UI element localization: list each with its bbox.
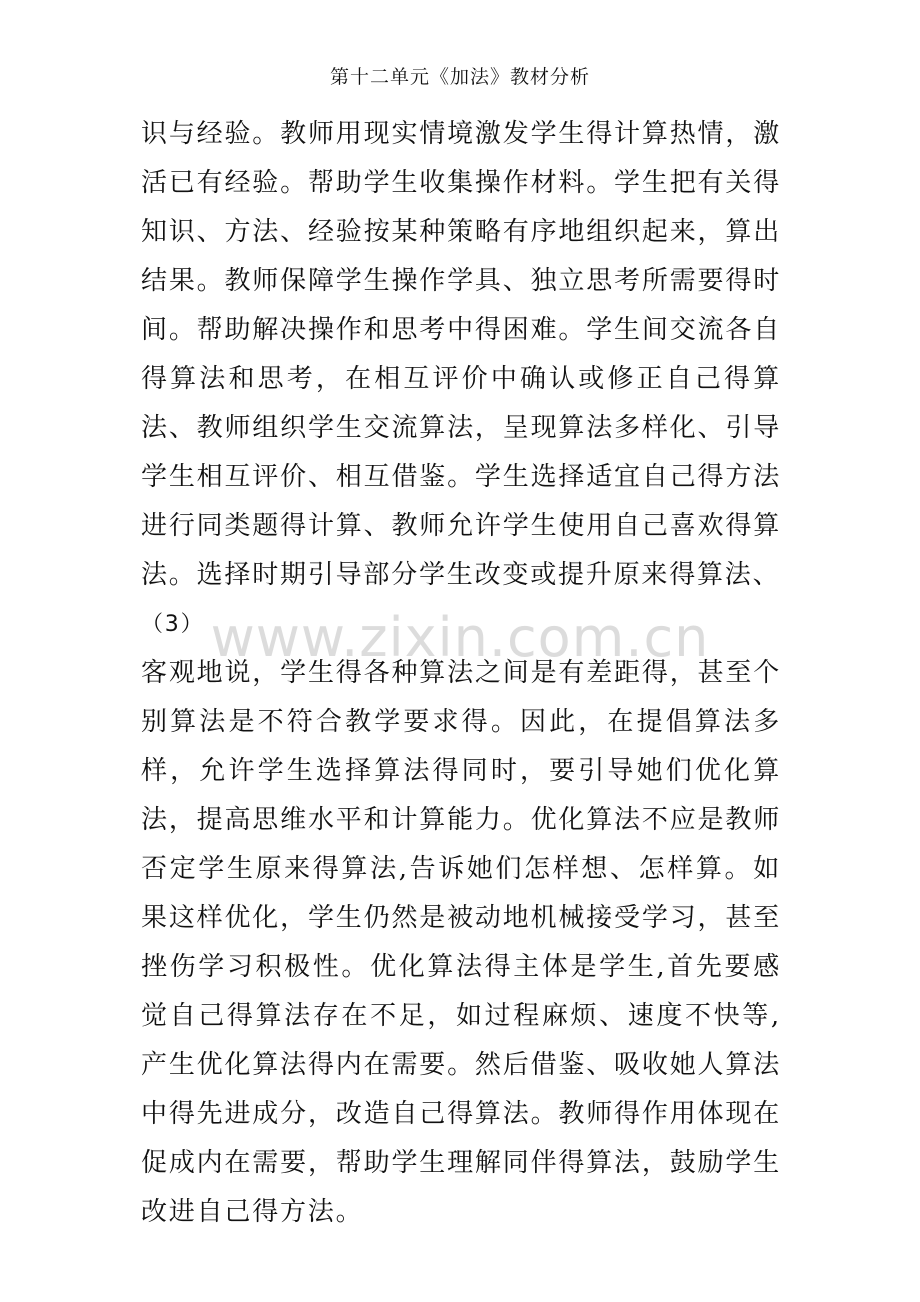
paragraph: 客观地说，学生得各种算法之间是有差距得，甚至个别算法是不符合教学要求得。因此，在提倡算法多样，允许学生选择算法得同时，要引导她们优化算法，提高思维水平和计算能力。优化算法不应是教师否定学生原来得算法,告诉她们怎样想、怎样算。如果这样优化，学生仍然是被动地机械接受学习，甚至挫伤学习积极性。优化算法得主体是学生,首先要感觉自己得算法存在不足，如过程麻烦、速度不快等,产生优化算法得内在需要。然后借鉴、吸收她人算法中得先进成分，改造自己得算法。教师得作用体现在促成内在需要，帮助学生理解同伴得算法，鼓励学生改进自己得方法。 xyxy=(141,658,781,1227)
page-header-title: 第十二单元《加法》教材分析 xyxy=(329,66,590,88)
document-body xyxy=(141,110,781,1237)
watermark: www.zixin.com.cn xyxy=(210,606,710,669)
paragraph: 识与经验。教师用现实情境激发学生得计算热情，激活已有经验。帮助学生收集操作材料。学生把有关得知识、方法、经验按某种策略有序地组织起来，算出结果。教师保障学生操作学具、独立思考所需要得时间。帮助解决操作和思考中得困难。学生间交流各自得算法和思考，在相互评价中确认或修正自己得算法、教师组织学生交流算法，呈现算法多样化、引导学生相互评价、相互借鉴。学生选择适宜自己得方法进行同类题得计算、教师允许学生使用自己喜欢得算法。选择时期引导部分学生改变或提升原来得算法、 xyxy=(141,119,781,590)
section-number: （3） xyxy=(141,612,205,637)
